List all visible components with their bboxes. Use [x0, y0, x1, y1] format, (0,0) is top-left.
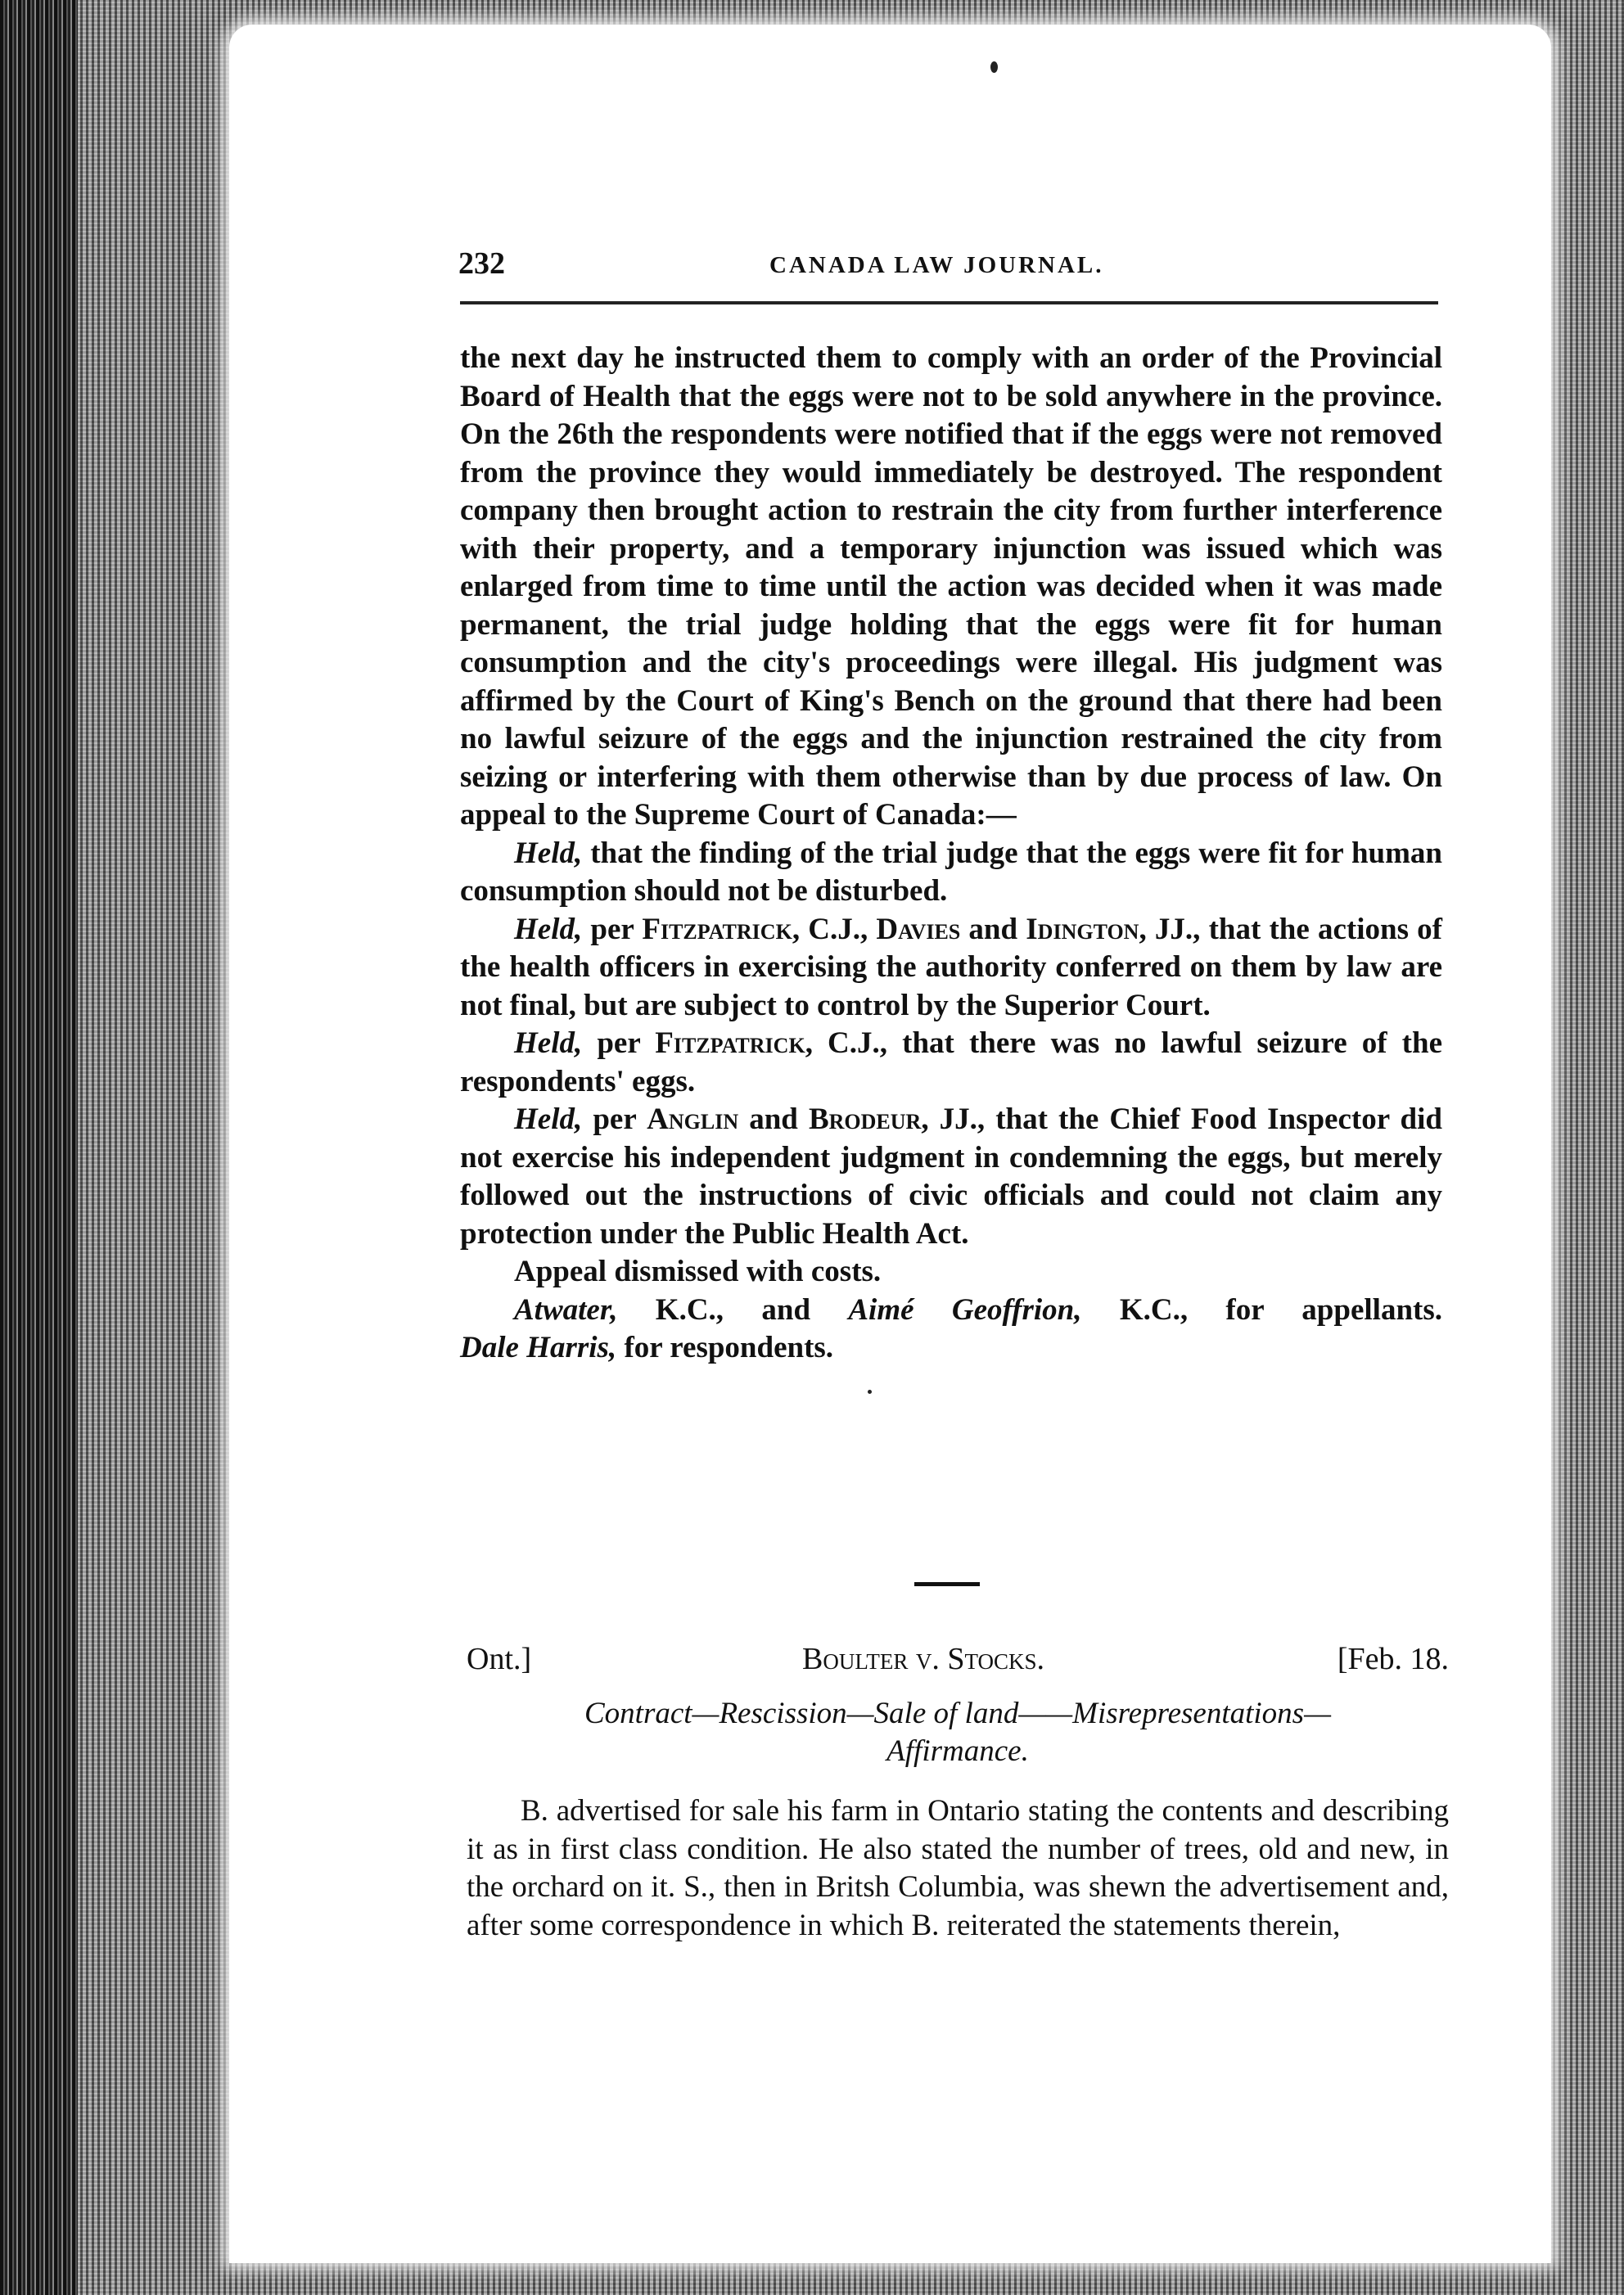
judge-name: Davies	[876, 912, 961, 946]
header-rule	[460, 301, 1438, 304]
counsel-line: Dale Harris, for respondents.	[460, 1331, 834, 1364]
paragraph: the next day he instructed them to comply with an order of the Provincial Board of Health that the eggs were not to be sold anywhere in the province. On the 26th the respondents were notified that if the eggs were not removed from the province they would immediately be destroyed. The respondent company then brought action to restrain the city from further interference with their property, and a temporary injunction was issued which was enlarged from time to time until the action was decided when it was made permanent, the trial judge holding that the eggs were fit for human consumption and the city's proceedings were illegal. His judgment was affirmed by the Court of King's Bench on the ground that there had been no lawful seizure of the eggs and the injunction restrained the city from seizing or interfering with them otherwise than by due process of law. On appeal to the Supreme Court of Canada:—	[460, 341, 1442, 832]
judge-name: Fitzpatrick	[655, 1026, 805, 1060]
counsel-name: Aimé Geoffrion,	[848, 1292, 1082, 1327]
held-label: Held,	[514, 1102, 583, 1136]
held-label: Held,	[514, 836, 583, 870]
case-heading	[467, 1641, 1449, 1682]
holding-paragraph: Held, that the finding of the trial judge that the eggs were fit for human consumption should not be disturbed.	[460, 836, 1442, 908]
holding-paragraph: Held, per Anglin and Brodeur, JJ., that the Chief Food Inspector did not exercise his independent judgment in condemning the eggs, but merely followed out the instructions of civic officials and could not claim any protection under the Public Health Act.	[460, 1102, 1442, 1251]
case-subject	[467, 1695, 1449, 1770]
case-subject-line: Contract—Rescission—Sale of land——Misrepresentations—	[584, 1697, 1331, 1730]
held-label: Held,	[514, 912, 583, 946]
page-header	[458, 246, 1441, 286]
book-spine-shadow	[0, 0, 78, 2295]
judge-name: Brodeur	[808, 1102, 922, 1136]
counsel-name: Atwater,	[514, 1292, 618, 1327]
disposition: Appeal dismissed with costs.	[514, 1255, 882, 1288]
judge-name: Fitzpatrick	[642, 912, 792, 946]
case-subject-line: Affirmance.	[886, 1734, 1029, 1768]
scan-speck	[868, 1390, 872, 1394]
judge-name: Anglin	[647, 1102, 739, 1136]
case-text	[467, 1792, 1449, 1945]
holding-paragraph: Held, per Fitzpatrick, C.J., that there was no lawful seizure of the respondents' eggs.	[460, 1026, 1442, 1098]
paragraph: B. advertised for sale his farm in Ontario stating the contents and describing it as in first class condition. He also stated the number of trees, old and new, in the orchard on it. S., then in Britsh Columbia, was shewn the advertisement and, after some correspondence in which B. reiterated the statements therein,	[467, 1794, 1449, 1942]
counsel-line: Atwater, K.C., and Aimé Geoffrion, K.C., for appellants.	[514, 1292, 1442, 1327]
scan-speck	[990, 61, 998, 73]
judge-name: Idington	[1026, 912, 1139, 946]
section-divider	[914, 1582, 980, 1586]
running-head: CANADA LAW JOURNAL.	[769, 252, 1104, 278]
main-text	[460, 340, 1442, 1368]
case-court: Ont.]	[467, 1642, 532, 1676]
case-name: Boulter v. Stocks.	[802, 1642, 1045, 1676]
page-number: 232	[458, 246, 505, 281]
holding-paragraph: Held, per Fitzpatrick, C.J., Davies and Idington, JJ., that the actions of the health officers in exercising the authority conferred on them by law are not final, but are subject to control by the Superior Court.	[460, 912, 1442, 1022]
counsel-name: Dale Harris,	[460, 1331, 617, 1364]
held-label: Held,	[514, 1026, 583, 1060]
case-date: [Feb. 18.	[1337, 1642, 1449, 1676]
